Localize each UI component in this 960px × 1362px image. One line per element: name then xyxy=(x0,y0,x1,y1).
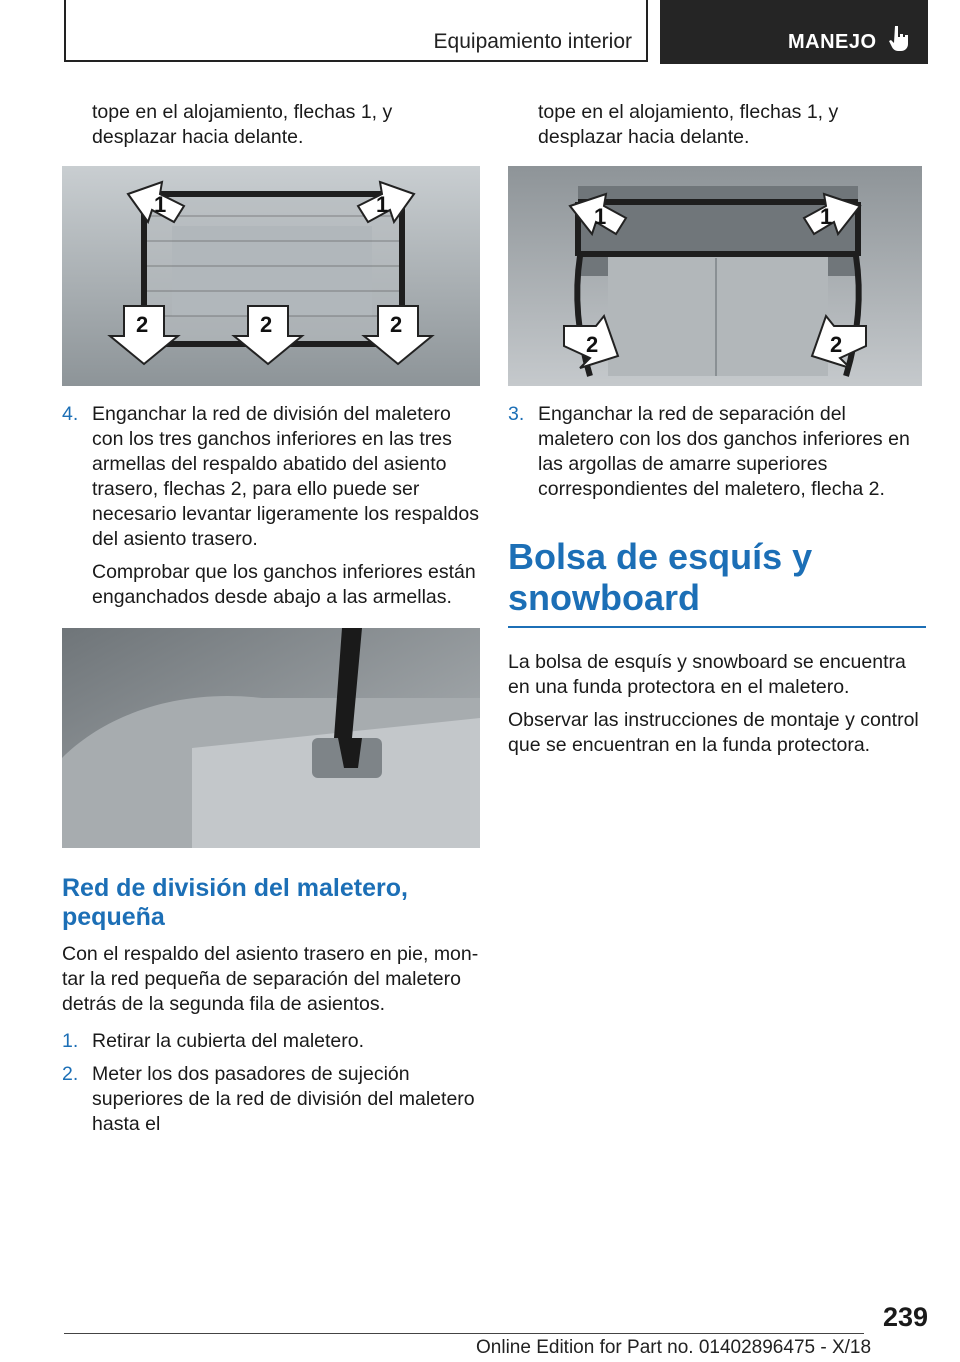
step-number: 3. xyxy=(508,403,525,425)
pointing-hand-icon xyxy=(888,24,912,52)
callout-label: 2 xyxy=(390,312,403,337)
section-title: Equipamiento interior xyxy=(433,30,632,53)
heading-ski-bag: Bolsa de esquís y snowboard xyxy=(508,536,813,618)
right-intro-text: tope en el alojamiento, flechas 1, y desplazar hacia delante. xyxy=(538,101,839,148)
callout-label: 1 xyxy=(594,204,607,229)
step-4 xyxy=(62,402,480,552)
footer-rule xyxy=(64,1333,864,1334)
callout-label: 2 xyxy=(260,312,273,337)
callout-label: 2 xyxy=(830,332,843,357)
callout-label: 1 xyxy=(154,192,167,217)
left-column xyxy=(62,100,480,1145)
step-text: Enganchar la red de separación del maletero con los dos ganchos inferiores en las argollas de amarre superiores correspondientes del maletero, flecha 2. xyxy=(538,403,910,500)
edition-text: Online Edition for Part no. 01402896475 - X/18 xyxy=(476,1337,872,1358)
step-number: 1. xyxy=(62,1030,79,1052)
chapter-tab xyxy=(660,0,928,64)
step-text: Retirar la cubierta del maletero. xyxy=(92,1030,365,1052)
heading-rule xyxy=(508,626,926,628)
callout-label: 2 xyxy=(586,332,599,357)
step-text: Meter los dos pasadores de sujeción superiores de la red de división del maletero hasta el xyxy=(92,1063,475,1135)
callout-label: 1 xyxy=(820,204,833,229)
page-number: 239 xyxy=(882,1302,928,1332)
step-2 xyxy=(62,1062,480,1137)
ski-bag-paragraph-2: Observar las instrucciones de montaje y control que se encuentran en la funda protectora. xyxy=(508,709,919,756)
figure-small-net-installed xyxy=(508,166,922,386)
step-4-note: Comprobar que los ganchos inferiores están enganchados desde abajo a las armellas. xyxy=(92,561,476,608)
heading-small-net: Red de división del maletero, pequeña xyxy=(62,874,408,931)
callout-label: 2 xyxy=(136,312,149,337)
step-3 xyxy=(508,402,926,502)
left-intro-text: tope en el alojamiento, flechas 1, y desplazar hacia delante. xyxy=(92,101,393,148)
figure-large-net-installed xyxy=(62,166,480,386)
page-header xyxy=(64,0,928,66)
chapter-title: MANEJO xyxy=(788,31,877,53)
right-column xyxy=(508,100,926,766)
ski-bag-paragraph-1: La bolsa de esquís y snowboard se encuentra en una funda protectora en el maletero. xyxy=(508,651,906,698)
step-1 xyxy=(62,1029,480,1054)
section-tab xyxy=(64,0,648,62)
figure-hook-detail xyxy=(62,628,480,848)
step-text: Enganchar la red de división del maletero con los tres ganchos inferiores en las tres armellas del respaldo abatido del asiento trasero, flechas 2, para ello puede ser necesario levantar ligeramente los respaldos del asiento trasero. xyxy=(92,403,479,550)
step-number: 2. xyxy=(62,1063,79,1085)
small-net-intro: Con el respaldo del asiento trasero en pie, montar la red pequeña de separación del maletero detrás de la segunda fila de asientos. xyxy=(62,943,479,1015)
step-number: 4. xyxy=(62,403,79,425)
callout-label: 1 xyxy=(376,192,389,217)
